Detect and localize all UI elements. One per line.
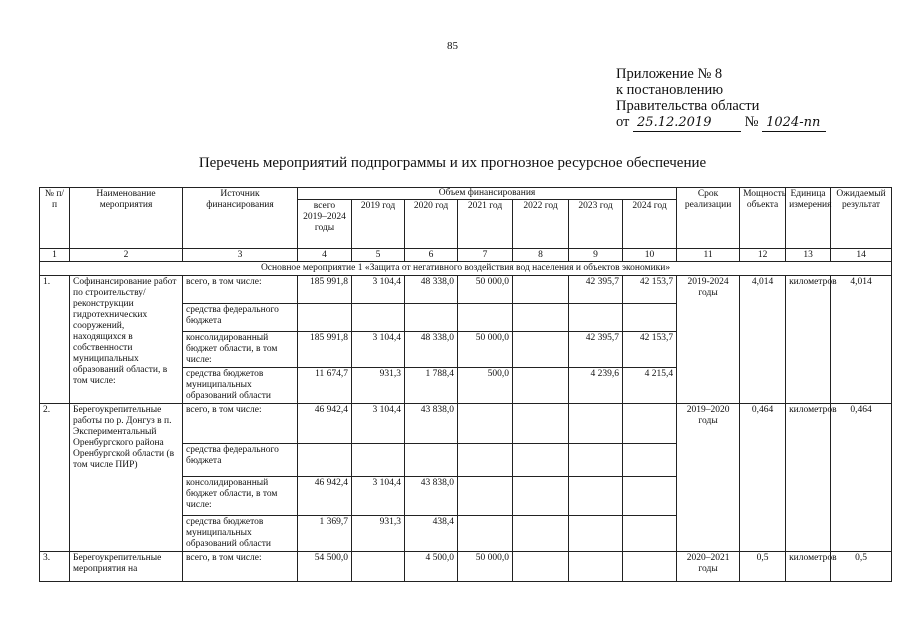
column-index: 12 — [740, 249, 786, 262]
amount-total: 185 991,8 — [298, 332, 352, 368]
amount-y2022 — [513, 444, 569, 477]
amount-total — [298, 444, 352, 477]
column-index-row — [40, 249, 892, 262]
financing-source: средства федерального бюджета — [183, 444, 298, 477]
amount-y2023: 42 395,7 — [569, 276, 623, 304]
amount-y2023 — [569, 444, 623, 477]
capacity-value: 0,5 — [740, 552, 786, 582]
number-prefix: № — [744, 114, 759, 130]
amount-y2021: 50 000,0 — [458, 552, 513, 582]
header-source: Источник финансирования — [183, 188, 298, 249]
financing-source: всего, в том числе: — [183, 276, 298, 304]
amount-y2024 — [623, 404, 677, 444]
date-value: 25.12.2019 — [633, 115, 741, 132]
amount-y2021 — [458, 516, 513, 552]
financing-source: средства федерального бюджета — [183, 304, 298, 332]
column-index: 14 — [831, 249, 892, 262]
expected-result: 4,014 — [831, 276, 892, 404]
column-index: 2 — [70, 249, 183, 262]
amount-y2023 — [569, 404, 623, 444]
financing-source: средства бюджетов муниципальных образований области — [183, 516, 298, 552]
amount-y2021 — [458, 304, 513, 332]
amount-y2019: 3 104,4 — [352, 404, 405, 444]
document-title: Перечень мероприятий подпрограммы и их прогнозное ресурсное обеспечение — [198, 155, 707, 171]
header-2023: 2023 год — [569, 200, 623, 249]
amount-y2024: 4 215,4 — [623, 368, 677, 404]
amount-y2023 — [569, 516, 623, 552]
header-term: Срок реализации — [677, 188, 740, 249]
measure-number: 2. — [40, 404, 70, 552]
financing-source: средства бюджетов муниципальных образований области — [183, 368, 298, 404]
amount-y2021: 500,0 — [458, 368, 513, 404]
appendix-block — [616, 66, 826, 132]
amount-y2021 — [458, 444, 513, 477]
amount-total: 54 500,0 — [298, 552, 352, 582]
header-num: № п/п — [40, 188, 70, 249]
amount-y2022 — [513, 304, 569, 332]
appendix-date-line — [616, 114, 826, 132]
amount-y2024 — [623, 516, 677, 552]
amount-y2019 — [352, 304, 405, 332]
appendix-line-2: к постановлению — [616, 82, 724, 98]
header-2024: 2024 год — [623, 200, 677, 249]
amount-y2024 — [623, 552, 677, 582]
appendix-line-1: Приложение № 8 — [616, 66, 723, 82]
amount-y2024: 42 153,7 — [623, 276, 677, 304]
measure-name: Берегоукрепительные мероприятия на — [70, 552, 183, 582]
amount-y2023 — [569, 552, 623, 582]
amount-y2020: 4 500,0 — [405, 552, 458, 582]
header-2021: 2021 год — [458, 200, 513, 249]
amount-total: 46 942,4 — [298, 477, 352, 516]
header-2020: 2020 год — [405, 200, 458, 249]
financing-source: всего, в том числе: — [183, 552, 298, 582]
implementation-term: 2020–2021 годы — [677, 552, 740, 582]
header-2022: 2022 год — [513, 200, 569, 249]
amount-y2020 — [405, 444, 458, 477]
financing-source: всего, в том числе: — [183, 404, 298, 444]
capacity-value: 0,464 — [740, 404, 786, 552]
implementation-term: 2019–2020 годы — [677, 404, 740, 552]
amount-y2019: 931,3 — [352, 516, 405, 552]
document-number: 1024-пп — [762, 115, 826, 132]
measure-number: 1. — [40, 276, 70, 404]
measure-number: 3. — [40, 552, 70, 582]
amount-y2022 — [513, 332, 569, 368]
column-index: 13 — [786, 249, 831, 262]
header-total: всего 2019–2024 годы — [298, 200, 352, 249]
amount-y2024 — [623, 444, 677, 477]
header-2019: 2019 год — [352, 200, 405, 249]
expected-result: 0,464 — [831, 404, 892, 552]
section-title: Основное мероприятие 1 «Защита от негативного воздействия вод населения и объектов экономики» — [40, 262, 892, 276]
amount-y2023: 4 239,6 — [569, 368, 623, 404]
amount-y2021: 50 000,0 — [458, 276, 513, 304]
column-index: 8 — [513, 249, 569, 262]
header-unit: Единица измерения — [786, 188, 831, 249]
column-index: 11 — [677, 249, 740, 262]
amount-y2022 — [513, 552, 569, 582]
measures-table — [39, 187, 892, 582]
column-index: 10 — [623, 249, 677, 262]
table-body — [40, 249, 892, 582]
header-row-1 — [40, 188, 892, 200]
amount-y2020 — [405, 304, 458, 332]
expected-result: 0,5 — [831, 552, 892, 582]
section-row — [40, 262, 892, 276]
column-index: 7 — [458, 249, 513, 262]
appendix-line-3: Правительства области — [616, 98, 760, 114]
amount-y2021 — [458, 477, 513, 516]
amount-y2022 — [513, 477, 569, 516]
amount-y2022 — [513, 276, 569, 304]
amount-y2021 — [458, 404, 513, 444]
amount-total: 185 991,8 — [298, 276, 352, 304]
amount-y2024: 42 153,7 — [623, 332, 677, 368]
amount-y2023 — [569, 477, 623, 516]
amount-y2019: 3 104,4 — [352, 477, 405, 516]
amount-y2023 — [569, 304, 623, 332]
amount-y2024 — [623, 477, 677, 516]
page-number: 85 — [447, 40, 458, 52]
amount-y2022 — [513, 516, 569, 552]
amount-y2020: 438,4 — [405, 516, 458, 552]
header-capacity: Мощность объекта — [740, 188, 786, 249]
header-result: Ожидаемый результат — [831, 188, 892, 249]
amount-total: 11 674,7 — [298, 368, 352, 404]
column-index: 1 — [40, 249, 70, 262]
measure-name: Софинансирование работ по строительству/реконструкции гидротехнических сооружений, находящихся в собственности муниципальных образований области, в том числе: — [70, 276, 183, 404]
header-volume: Объем финансирования — [298, 188, 677, 200]
measure-unit: километров — [786, 404, 831, 552]
amount-y2021: 50 000,0 — [458, 332, 513, 368]
column-index: 6 — [405, 249, 458, 262]
date-prefix: от — [616, 114, 630, 130]
amount-y2020: 48 338,0 — [405, 276, 458, 304]
amount-y2023: 42 395,7 — [569, 332, 623, 368]
amount-y2019: 3 104,4 — [352, 332, 405, 368]
column-index: 3 — [183, 249, 298, 262]
measure-unit: километров — [786, 552, 831, 582]
column-index: 9 — [569, 249, 623, 262]
financing-source: консолидированный бюджет области, в том числе: — [183, 332, 298, 368]
amount-y2019 — [352, 552, 405, 582]
column-index: 4 — [298, 249, 352, 262]
header-name: Наименование мероприятия — [70, 188, 183, 249]
amount-y2020: 43 838,0 — [405, 477, 458, 516]
amount-y2020: 48 338,0 — [405, 332, 458, 368]
amount-y2020: 43 838,0 — [405, 404, 458, 444]
amount-y2020: 1 788,4 — [405, 368, 458, 404]
table-row — [40, 276, 892, 304]
financing-source: консолидированный бюджет области, в том числе: — [183, 477, 298, 516]
implementation-term: 2019-2024 годы — [677, 276, 740, 404]
amount-total — [298, 304, 352, 332]
amount-y2019: 931,3 — [352, 368, 405, 404]
column-index: 5 — [352, 249, 405, 262]
amount-y2019: 3 104,4 — [352, 276, 405, 304]
capacity-value: 4,014 — [740, 276, 786, 404]
amount-y2022 — [513, 404, 569, 444]
measure-name: Берегоукрепительные работы по р. Донгуз в п. Экспериментальный Оренбургского района Оренбургской области (в том числе ПИР) — [70, 404, 183, 552]
table-row — [40, 552, 892, 582]
table-row — [40, 404, 892, 444]
amount-total: 1 369,7 — [298, 516, 352, 552]
measure-unit: километров — [786, 276, 831, 404]
amount-y2024 — [623, 304, 677, 332]
amount-total: 46 942,4 — [298, 404, 352, 444]
amount-y2019 — [352, 444, 405, 477]
amount-y2022 — [513, 368, 569, 404]
